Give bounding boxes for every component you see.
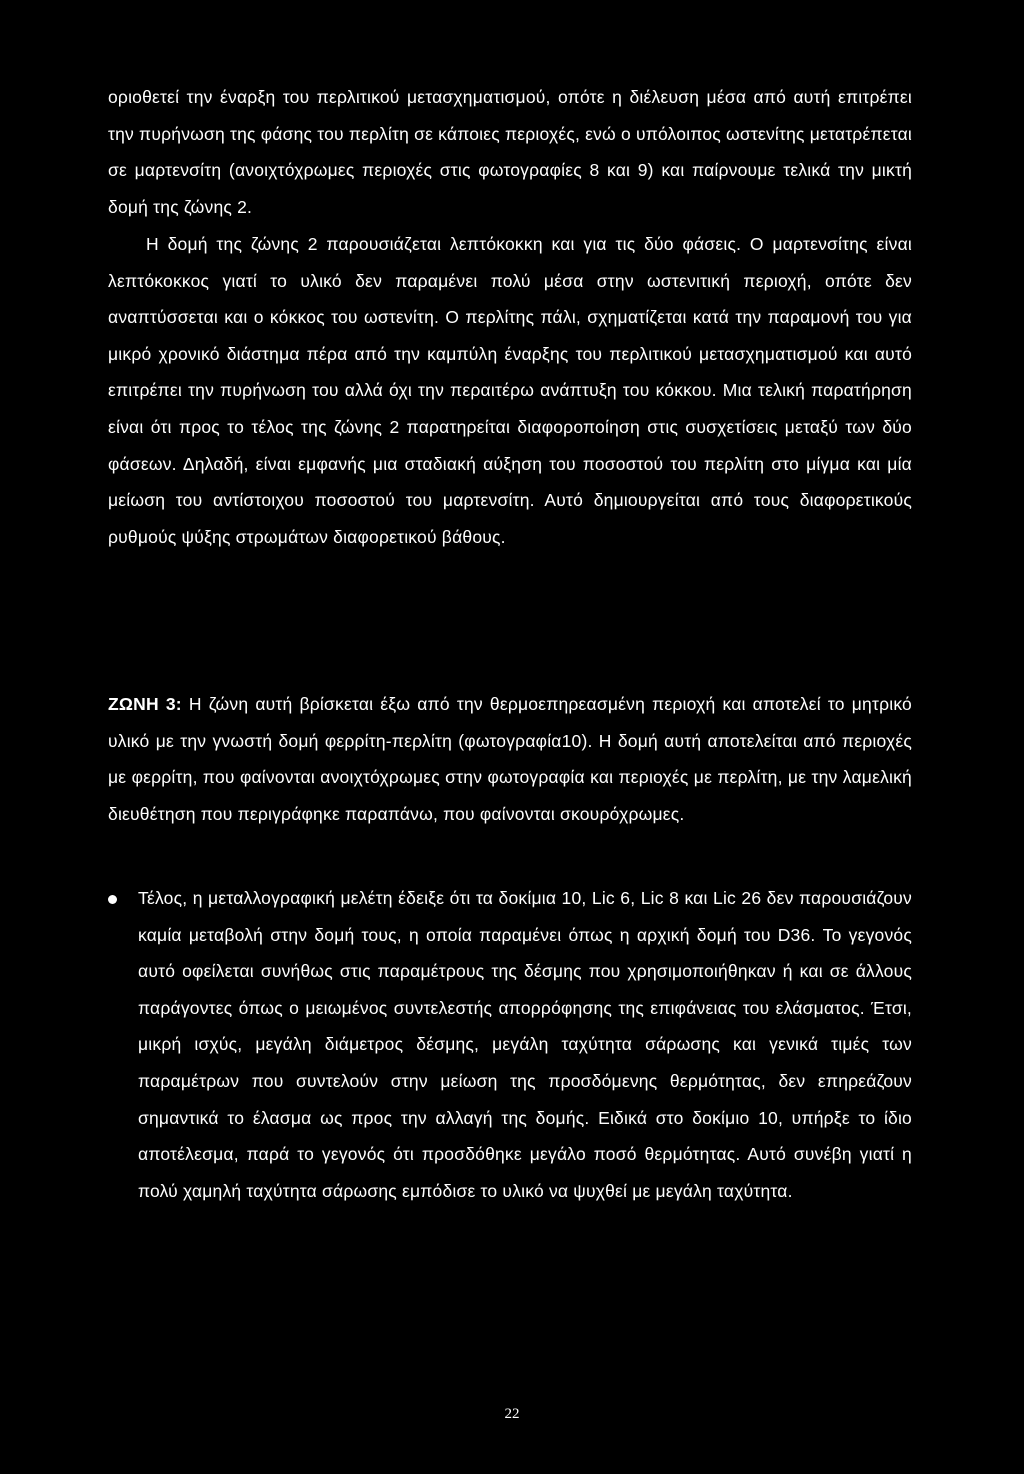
page-number: 22 <box>504 1406 520 1422</box>
zone3-body: Η ζώνη αυτή βρίσκεται έξω από την θερμοεπηρεασμένη περιοχή και αποτελεί το μητρικό υλικό με την γνωστή δομή φερρίτη-περλίτη (φωτογραφία10). Η δομή αυτή αποτελείται από περιοχές με φερρίτη, που φαίνονται ανοιχτόχρωμες στην φωτογραφία και περιοχές με περλίτη, με την λαμελική διευθέτηση που περιγράφηκε παραπάνω, που φαίνονται σκουρόχρωμες. <box>108 694 912 824</box>
bullet-dot-icon <box>108 895 117 904</box>
paragraph-zone3 <box>108 686 912 832</box>
paragraph-zone2-structure: Η δομή της ζώνης 2 παρουσιάζεται λεπτόκοκκη και για τις δύο φάσεις. Ο μαρτενσίτης είναι λεπτόκοκκος γιατί το υλικό δεν παραμένει πολύ μέσα στην ωστενιτική περιοχή, οπότε δεν αναπτύσσεται και ο κόκκος του ωστενίτη. Ο περλίτης πάλι, σχηματίζεται κατά την παραμονή του για μικρό χρονικό διάστημα πέρα από την καμπύλη έναρξης του περλιτικού μετασχηματισμού και αυτό επιτρέπει την πυρήνωση του αλλά όχι την περαιτέρω ανάπτυξη του κόκκου. Μια τελική παρατήρηση είναι ότι προς το τέλος της ζώνης 2 παρατηρείται διαφοροποίηση στις συσχετίσεις μεταξύ των δύο φάσεων. Δηλαδή, είναι εμφανής μια σταδιακή αύξηση του ποσοστού του περλίτη στο μίγμα και μία μείωση του αντίστοιχου ποσοστού του μαρτενσίτη. Αυτό δημιουργείται από τους διαφορετικούς ρυθμούς ψύξης στρωμάτων διαφορετικού βάθους. <box>108 234 912 547</box>
zone3-heading: ΖΩΝΗ 3: <box>108 694 182 714</box>
paragraph-zone2-end: οριοθετεί την έναρξη του περλιτικού μετασχηματισμού, οπότε η διέλευση μέσα από αυτή επιτρέπει την πυρήνωση της φάσης του περλίτη σε κάποιες περιοχές, ενώ ο υπόλοιπος ωστενίτης μετατρέπεται σε μαρτενσίτη (ανοιχτόχρωμες περιοχές στις φωτογραφίες 8 και 9) και παίρνουμε τελικά την μικτή δομή της ζώνης 2. <box>108 87 913 217</box>
bullet-paragraph: Τέλος, η μεταλλογραφική μελέτη έδειξε ότι τα δοκίμια 10, Lic 6, Lic 8 και Lic 26 δεν παρουσιάζουν καμία μεταβολή στην δομή τους, η οποία παραμένει όπως η αρχική δομή του D36. Το γεγονός αυτό οφείλεται συνήθως στις παραμέτρους της δέσμης που χρησιμοποιήθηκαν ή και σε άλλους παράγοντες όπως ο μειωμένος συντελεστής απορρόφησης της επιφάνειας του ελάσματος. Έτσι, μικρή ισχύς, μεγάλη διάμετρος δέσμης, μεγάλη ταχύτητα σάρωσης και γενικά τιμές των παραμέτρων που συντελούν στην μείωση της προσδόμενης θερμότητας, δεν επηρεάζουν σημαντικά το έλασμα ως προς την αλλαγή της δομής. Ειδικά στο δοκίμιο 10, υπήρξε το ίδιο αποτέλεσμα, παρά το γεγονός ότι προσδόθηκε μεγάλο ποσό θερμότητας. Αυτό συνέβη γιατί η πολύ χαμηλή ταχύτητα σάρωσης εμπόδισε το υλικό να ψυχθεί με μεγάλη ταχύτητα. <box>138 888 912 1201</box>
